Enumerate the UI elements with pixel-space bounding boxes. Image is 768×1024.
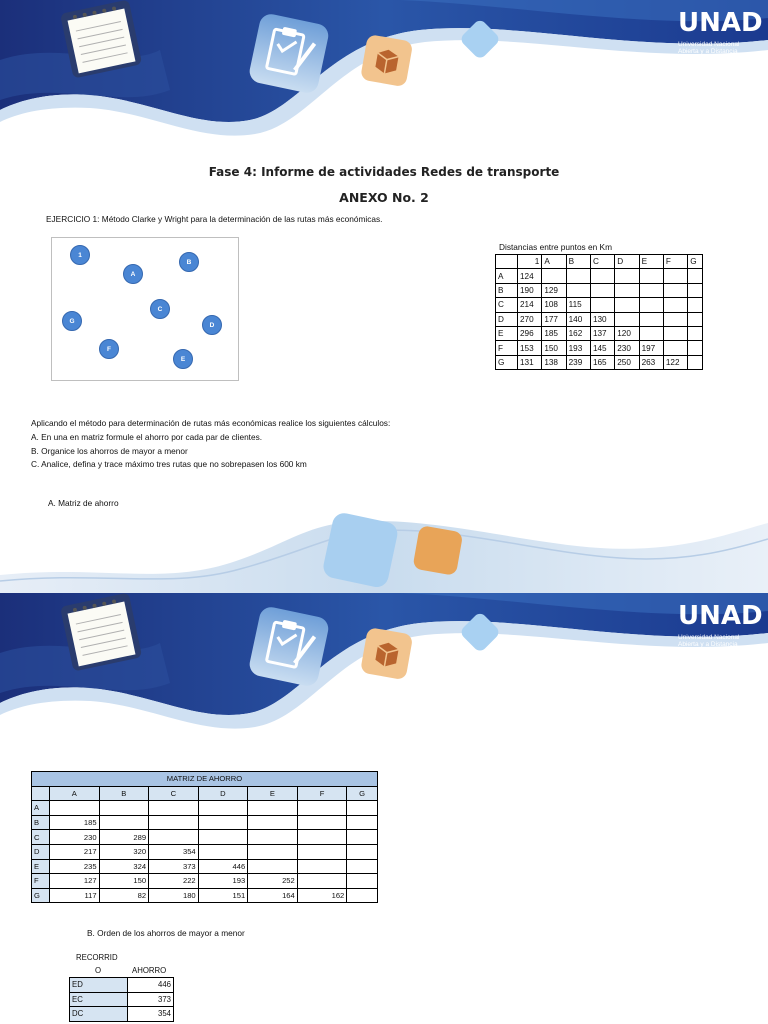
distance-cell: 122	[663, 355, 687, 369]
savings-cell: 117	[50, 888, 100, 903]
savings-cell: 324	[99, 859, 149, 874]
distance-row	[496, 312, 703, 326]
distance-cell	[542, 269, 566, 283]
distance-cell: 193	[566, 341, 590, 355]
distance-cell	[566, 283, 590, 297]
distance-cell	[688, 298, 703, 312]
ranking-saving-header: AHORRO	[132, 966, 167, 975]
savings-cell: 150	[99, 874, 149, 889]
distance-cell	[663, 283, 687, 297]
savings-row-label: B	[32, 815, 50, 830]
document-title: Fase 4: Informe de actividades Redes de transporte	[208, 165, 560, 179]
instruction-b: B. Organice los ahorros de mayor a menor	[31, 446, 188, 456]
savings-row	[32, 874, 378, 889]
distance-cell	[663, 326, 687, 340]
unad-logo	[676, 601, 766, 653]
distance-row-label: A	[496, 269, 518, 283]
distance-cell	[566, 269, 590, 283]
ranking-route: DC	[70, 1007, 128, 1022]
distance-cell: 177	[542, 312, 566, 326]
distance-header-cell: E	[639, 255, 663, 269]
distance-header-cell: G	[688, 255, 703, 269]
savings-matrix-header-row	[32, 786, 378, 801]
distance-cell	[688, 341, 703, 355]
savings-cell	[347, 888, 378, 903]
distance-cell: 185	[542, 326, 566, 340]
savings-header-cell: G	[347, 786, 378, 801]
distance-row-label: D	[496, 312, 518, 326]
distance-header-cell: C	[590, 255, 614, 269]
ranking-saving: 446	[128, 978, 174, 993]
savings-row-label: G	[32, 888, 50, 903]
node-f: F	[99, 339, 119, 359]
distance-cell	[639, 312, 663, 326]
savings-cell: 151	[198, 888, 248, 903]
ranking-route-header-line-2: O	[95, 966, 102, 975]
logo-subtitle-line-1: Universidad Nacional	[678, 634, 740, 641]
savings-cell	[297, 844, 347, 859]
logo-subtitle	[678, 634, 739, 648]
savings-cell: 82	[99, 888, 149, 903]
savings-cell: 180	[149, 888, 199, 903]
distance-cell	[639, 298, 663, 312]
ranking-row	[70, 978, 174, 993]
distance-row	[496, 326, 703, 340]
savings-cell	[297, 859, 347, 874]
savings-cell	[99, 815, 149, 830]
distance-cell: 137	[590, 326, 614, 340]
savings-cell: 193	[198, 874, 248, 889]
banner-graphic	[0, 0, 768, 150]
ranking-saving: 373	[128, 992, 174, 1007]
savings-cell: 354	[149, 844, 199, 859]
distance-cell: 250	[615, 355, 639, 369]
savings-header-cell: D	[198, 786, 248, 801]
distance-cell: 124	[518, 269, 542, 283]
savings-cell	[149, 801, 199, 816]
distance-cell: 190	[518, 283, 542, 297]
logo-subtitle-line-2: Abierta y a Distancia	[678, 48, 738, 55]
logo-subtitle-line-2: Abierta y a Distancia	[678, 641, 738, 648]
distance-cell: 145	[590, 341, 614, 355]
node-diagram	[51, 237, 239, 381]
savings-cell	[198, 844, 248, 859]
distance-cell: 150	[542, 341, 566, 355]
instructions-intro: Aplicando el método para determinación de rutas más económicas realice los siguientes cálculos:	[31, 418, 391, 428]
distance-cell	[615, 283, 639, 297]
savings-cell	[149, 830, 199, 845]
savings-cell	[297, 815, 347, 830]
savings-header-cell: F	[297, 786, 347, 801]
document-page-2	[0, 593, 768, 1024]
savings-header-cell: B	[99, 786, 149, 801]
distance-cell: 129	[542, 283, 566, 297]
ranking-row	[70, 1007, 174, 1022]
clipboard-icon	[247, 605, 330, 688]
savings-cell: 222	[149, 874, 199, 889]
savings-row-label: D	[32, 844, 50, 859]
savings-cell	[297, 801, 347, 816]
savings-cell	[347, 815, 378, 830]
distance-header-cell	[496, 255, 518, 269]
distance-row-label: F	[496, 341, 518, 355]
savings-cell	[248, 815, 298, 830]
decorative-tile-icon	[321, 511, 399, 589]
distance-row-label: E	[496, 326, 518, 340]
savings-matrix-title: MATRIZ DE AHORRO	[32, 772, 378, 787]
savings-header-cell	[32, 786, 50, 801]
savings-matrix-title-row	[32, 772, 378, 787]
distance-cell: 140	[566, 312, 590, 326]
logo-word: UNAD	[678, 8, 763, 38]
logo-subtitle	[678, 41, 739, 55]
savings-cell: 320	[99, 844, 149, 859]
distance-cell: 197	[639, 341, 663, 355]
banner-graphic	[0, 593, 768, 743]
distance-header-cell: D	[615, 255, 639, 269]
distance-header-cell: A	[542, 255, 566, 269]
savings-cell	[198, 801, 248, 816]
distance-row-label: B	[496, 283, 518, 297]
decorative-tile-icon	[412, 525, 463, 576]
instruction-c: C. Analice, defina y trace máximo tres rutas que no sobrepasen los 600 km	[31, 459, 307, 469]
distance-cell: 230	[615, 341, 639, 355]
savings-row-label: E	[32, 859, 50, 874]
distance-cell	[639, 283, 663, 297]
savings-matrix	[31, 771, 378, 903]
savings-row-label: F	[32, 874, 50, 889]
distance-header-cell: 1	[518, 255, 542, 269]
distance-cell: 138	[542, 355, 566, 369]
distance-cell	[663, 341, 687, 355]
savings-cell	[347, 874, 378, 889]
savings-row	[32, 844, 378, 859]
distance-cell: 131	[518, 355, 542, 369]
savings-cell	[297, 874, 347, 889]
node-c: C	[150, 299, 170, 319]
savings-cell: 252	[248, 874, 298, 889]
distance-cell	[590, 269, 614, 283]
distance-row	[496, 355, 703, 369]
savings-cell	[347, 844, 378, 859]
ranking-row	[70, 992, 174, 1007]
distance-cell	[688, 326, 703, 340]
savings-row	[32, 888, 378, 903]
distance-cell: 115	[566, 298, 590, 312]
distance-row-label: G	[496, 355, 518, 369]
savings-cell	[149, 815, 199, 830]
savings-cell	[347, 830, 378, 845]
distance-cell	[639, 269, 663, 283]
distance-cell: 153	[518, 341, 542, 355]
footer-decoration	[0, 503, 768, 593]
distance-cell: 108	[542, 298, 566, 312]
distance-cell	[688, 312, 703, 326]
savings-row	[32, 859, 378, 874]
savings-ranking-table	[69, 977, 174, 1022]
distance-row	[496, 341, 703, 355]
savings-cell	[297, 830, 347, 845]
distance-cell: 214	[518, 298, 542, 312]
distance-cell: 165	[590, 355, 614, 369]
package-icon	[360, 34, 413, 87]
header-banner	[0, 0, 768, 150]
distance-caption: Distancias entre puntos en Km	[499, 242, 612, 252]
ranking-route: ED	[70, 978, 128, 993]
savings-cell: 162	[297, 888, 347, 903]
distance-cell	[663, 269, 687, 283]
savings-cell: 217	[50, 844, 100, 859]
savings-row	[32, 830, 378, 845]
distance-header-cell: F	[663, 255, 687, 269]
distance-cell	[590, 283, 614, 297]
distance-cell: 263	[639, 355, 663, 369]
savings-cell: 446	[198, 859, 248, 874]
exercise-statement: EJERCICIO 1: Método Clarke y Wright para la determinación de las rutas más económicas.	[46, 214, 383, 224]
unad-logo	[676, 8, 766, 60]
savings-header-cell: E	[248, 786, 298, 801]
distance-header-row	[496, 255, 703, 269]
savings-row-label: A	[32, 801, 50, 816]
savings-cell	[248, 801, 298, 816]
savings-cell	[347, 801, 378, 816]
savings-cell	[248, 844, 298, 859]
distance-row	[496, 298, 703, 312]
distance-cell	[615, 269, 639, 283]
distance-cell	[663, 298, 687, 312]
ranking-route-header-line-1: RECORRID	[76, 953, 118, 962]
logo-subtitle-line-1: Universidad Nacional	[678, 41, 740, 48]
savings-cell: 235	[50, 859, 100, 874]
distance-cell: 239	[566, 355, 590, 369]
savings-cell: 164	[248, 888, 298, 903]
node-e: E	[173, 349, 193, 369]
distance-cell	[688, 283, 703, 297]
node-1: 1	[70, 245, 90, 265]
package-icon	[360, 627, 413, 680]
distance-cell	[663, 312, 687, 326]
header-banner	[0, 593, 768, 743]
section-a-heading: A. Matriz de ahorro	[48, 498, 119, 508]
distance-cell: 162	[566, 326, 590, 340]
distance-row	[496, 283, 703, 297]
savings-row	[32, 801, 378, 816]
distance-cell	[590, 298, 614, 312]
clipboard-icon	[247, 12, 330, 95]
ranking-route: EC	[70, 992, 128, 1007]
distance-cell: 120	[615, 326, 639, 340]
node-g: G	[62, 311, 82, 331]
savings-cell	[248, 859, 298, 874]
node-d: D	[202, 315, 222, 335]
savings-cell	[198, 830, 248, 845]
savings-header-cell: C	[149, 786, 199, 801]
savings-row-label: C	[32, 830, 50, 845]
savings-cell: 185	[50, 815, 100, 830]
savings-cell: 289	[99, 830, 149, 845]
distance-cell	[615, 298, 639, 312]
savings-cell	[347, 859, 378, 874]
distance-row	[496, 269, 703, 283]
distance-cell	[615, 312, 639, 326]
savings-header-cell: A	[50, 786, 100, 801]
distance-cell	[639, 326, 663, 340]
savings-cell	[248, 830, 298, 845]
savings-cell: 230	[50, 830, 100, 845]
savings-row	[32, 815, 378, 830]
section-b-heading: B. Orden de los ahorros de mayor a menor	[87, 928, 245, 938]
node-b: B	[179, 252, 199, 272]
distance-cell	[688, 355, 703, 369]
savings-cell: 373	[149, 859, 199, 874]
savings-cell	[198, 815, 248, 830]
savings-cell: 127	[50, 874, 100, 889]
distance-row-label: C	[496, 298, 518, 312]
distance-cell: 270	[518, 312, 542, 326]
node-a: A	[123, 264, 143, 284]
distance-cell: 296	[518, 326, 542, 340]
logo-word: UNAD	[678, 601, 763, 631]
savings-cell	[99, 801, 149, 816]
ranking-saving: 354	[128, 1007, 174, 1022]
instruction-a: A. En una en matriz formule el ahorro por cada par de clientes.	[31, 432, 263, 442]
distance-header-cell: B	[566, 255, 590, 269]
distance-cell: 130	[590, 312, 614, 326]
savings-cell	[50, 801, 100, 816]
document-subtitle: ANEXO No. 2	[339, 190, 429, 205]
distance-cell	[688, 269, 703, 283]
distance-table	[495, 254, 703, 370]
